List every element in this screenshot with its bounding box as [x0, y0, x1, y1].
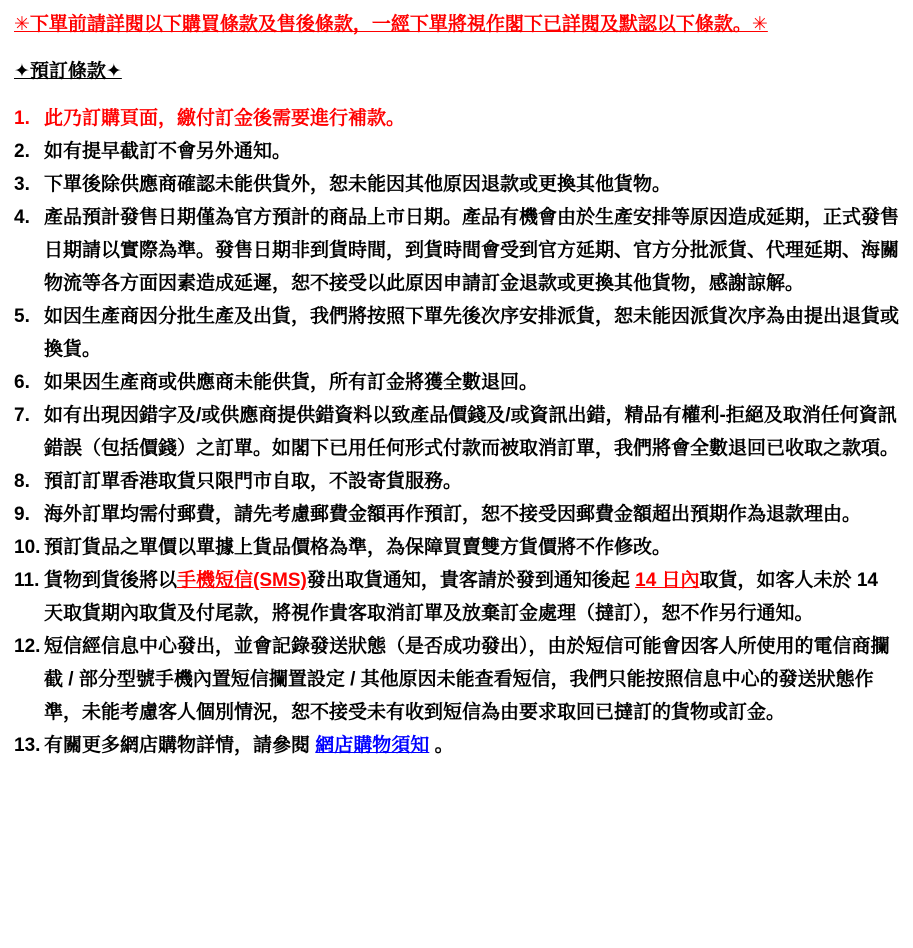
term-text-segment: 有關更多網店購物詳情，請參閱	[44, 735, 316, 756]
term-text	[44, 729, 901, 762]
term-item	[14, 498, 901, 531]
term-item	[14, 201, 901, 300]
term-text-segment: 如有出現因錯字及/或供應商提供錯資料以致產品價錢及/或資訊出錯，精品有權利-拒絕及取消任何資訊錯誤（包括價錢）之訂單。如閣下已用任何形式付款而被取消訂單，我們將會全數退回已收取之款項。	[44, 405, 900, 459]
section-title: ✦預訂條款✦	[14, 61, 122, 82]
term-text	[44, 498, 901, 531]
term-item	[14, 465, 901, 498]
header-warning: ✳下單前請詳閱以下購買條款及售後條款，一經下單將視作閣下已詳閱及默認以下條款。✳	[14, 14, 768, 35]
term-number: 12.	[14, 636, 41, 657]
term-text-segment: 。	[429, 735, 454, 756]
term-number: 11.	[14, 570, 40, 591]
term-number: 6.	[14, 372, 30, 393]
term-text	[44, 201, 901, 300]
term-text-segment: 產品預計發售日期僅為官方預計的商品上市日期。產品有機會由於生產安排等原因造成延期，正式發售日期請以實際為準。發售日期非到貨時間，到貨時間會受到官方延期、官方分批派貨、代理延期、海關物流等各方面因素造成延遲，恕不接受以此原因申請訂金退款或更換其他貨物，感謝諒解。	[44, 207, 900, 294]
term-number: 8.	[14, 471, 30, 492]
term-number: 3.	[14, 174, 30, 195]
term-text-segment: 如因生產商因分批生產及出貨，我們將按照下單先後次序安排派貨，恕未能因派貨次序為由提出退貨或換貨。	[44, 306, 900, 360]
term-text-segment: 如果因生產商或供應商未能供貨，所有訂金將獲全數退回。	[44, 372, 539, 393]
term-item	[14, 135, 901, 168]
term-number: 13.	[14, 735, 41, 756]
term-text	[44, 630, 901, 729]
term-number: 7.	[14, 405, 30, 426]
term-text-segment: 預訂貨品之單價以單據上貨品價格為準，為保障買賣雙方貨價將不作修改。	[44, 537, 672, 558]
term-number: 2.	[14, 141, 30, 162]
term-item	[14, 300, 901, 366]
term-text-segment: 此乃訂購頁面，繳付訂金後需要進行補款。	[44, 108, 406, 129]
term-text	[44, 366, 901, 399]
term-text	[44, 399, 901, 465]
pickup-deadline-highlight: 14 日內	[635, 570, 700, 591]
term-text-segment: 下單後除供應商確認未能供貨外，恕未能因其他原因退款或更換其他貨物。	[44, 174, 672, 195]
term-number: 9.	[14, 504, 30, 525]
term-item	[14, 399, 901, 465]
term-text	[44, 300, 901, 366]
terms-list	[14, 102, 901, 762]
term-number: 4.	[14, 207, 30, 228]
term-text	[44, 531, 901, 564]
term-text-segment: 短信經信息中心發出，並會記錄發送狀態（是否成功發出），由於短信可能會因客人所使用的電信商攔截 / 部分型號手機內置短信攔置設定 / 其他原因未能查看短信，我們只能按照信息中心的發送狀態作準，未能考慮客人個別情況，恕不接受未有收到短信為由要求取回已撻訂的貨物或訂金。	[44, 636, 890, 723]
term-number: 1.	[14, 108, 30, 129]
term-item	[14, 531, 901, 564]
term-number: 10.	[14, 537, 41, 558]
term-item	[14, 102, 901, 135]
term-item	[14, 168, 901, 201]
term-text	[44, 168, 901, 201]
term-text-segment: 貨物到貨後將以	[44, 570, 178, 591]
term-text-segment: 取貨，如客人未於 14 天取貨期內取貨及付尾款，將視作貴客取消訂單及放棄訂金處理（撻訂），恕不作另行通知。	[44, 570, 878, 624]
term-item	[14, 366, 901, 399]
term-item	[14, 630, 901, 729]
sms-highlight: 手機短信(SMS)	[177, 570, 307, 591]
term-text	[44, 102, 901, 135]
term-text	[44, 135, 901, 168]
term-item	[14, 729, 901, 762]
term-text	[44, 465, 901, 498]
term-number: 5.	[14, 306, 30, 327]
term-text-segment: 如有提早截訂不會另外通知。	[44, 141, 292, 162]
term-text-segment: 海外訂單均需付郵費，請先考慮郵費金額再作預訂，恕不接受因郵費金額超出預期作為退款理由。	[44, 504, 862, 525]
term-text-segment: 預訂訂單香港取貨只限門市自取，不設寄貨服務。	[44, 471, 463, 492]
link-shop-guide[interactable]: 網店購物須知	[315, 735, 430, 756]
term-item	[14, 564, 901, 630]
term-text-segment: 發出取貨通知，貴客請於發到通知後起	[306, 570, 636, 591]
term-text	[44, 564, 901, 630]
